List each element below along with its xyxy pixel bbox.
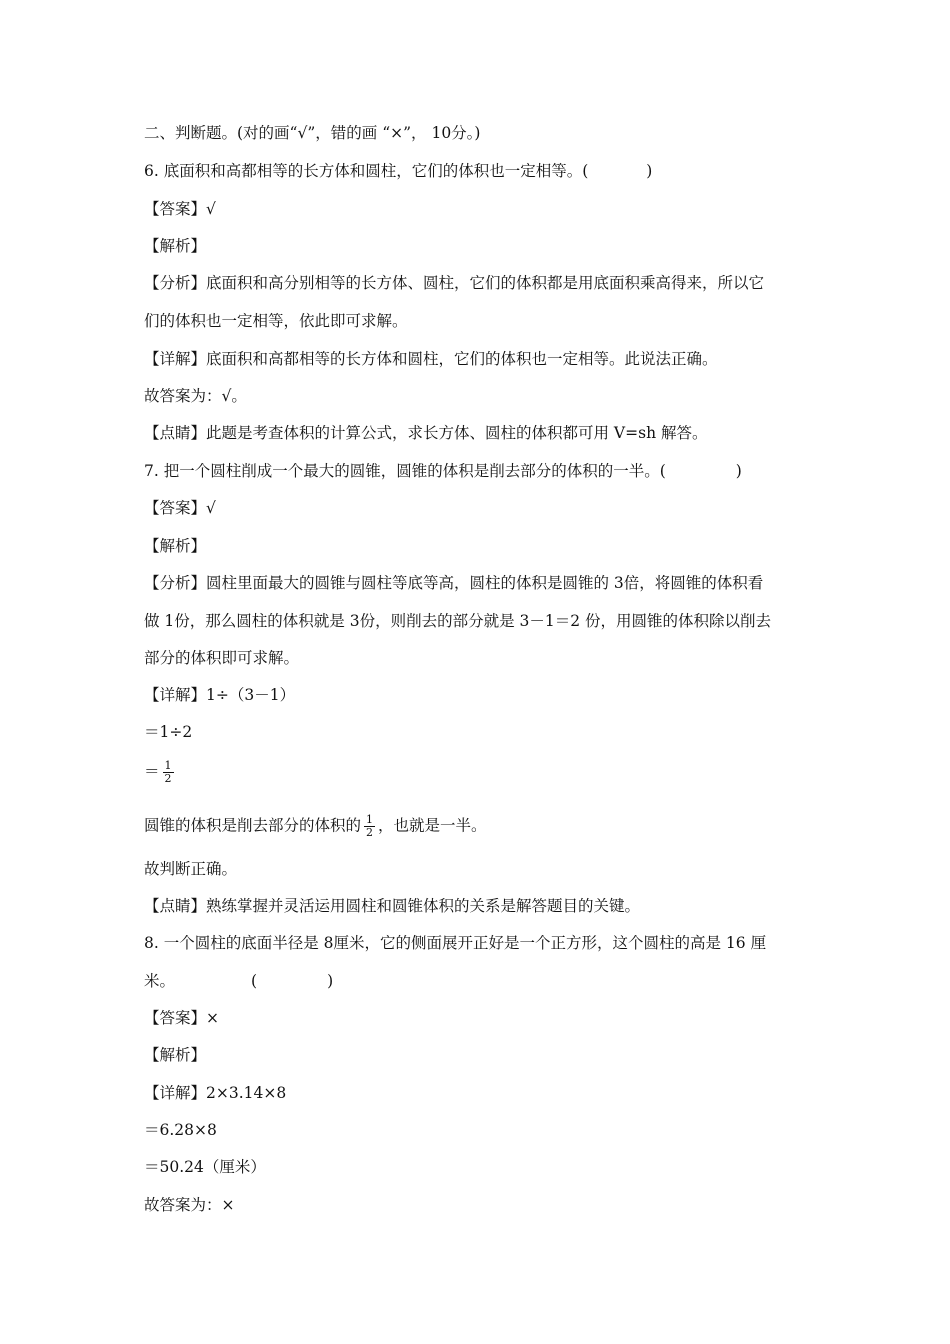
q6-answer: 【答案】√ [144, 200, 216, 218]
q7-step-2-prefix: ＝ [144, 762, 160, 781]
q6-dianjing: 【点睛】此题是考查体积的计算公式，求长方体、圆柱的体积都可用 V=sh 解答。 [144, 424, 708, 442]
q7-analysis-label: 【解析】 [144, 537, 207, 555]
q8-step-2: ＝50.24（厘米） [144, 1158, 266, 1176]
question-8-paren-open: ( [251, 972, 258, 990]
q7-explain-suffix: ，也就是一半。 [378, 816, 487, 835]
q8-xiangjie: 【详解】2×3.14×8 [144, 1084, 287, 1102]
q6-conclusion: 故答案为：√。 [144, 387, 247, 405]
q7-step-1: ＝1÷2 [144, 723, 193, 741]
q7-conclusion: 故判断正确。 [144, 860, 238, 878]
fraction [163, 760, 174, 785]
question-7-text: 7. 把一个圆柱削成一个最大的圆锥，圆锥的体积是削去部分的体积的一半。( [144, 462, 666, 480]
fraction-denominator: 2 [164, 772, 172, 785]
q8-answer: 【答案】× [144, 1009, 219, 1027]
q7-fenxi-line-3: 部分的体积即可求解。 [144, 649, 300, 667]
q7-step-2 [144, 760, 824, 785]
q7-explain-prefix: 圆锥的体积是削去部分的体积的 [144, 816, 362, 835]
q8-conclusion: 故答案为：× [144, 1196, 235, 1214]
q8-step-1: ＝6.28×8 [144, 1121, 217, 1139]
q7-fenxi-line-2: 做 1份，那么圆柱的体积就是 3份，则削去的部分就是 3－1＝2 份，用圆锥的体积除以削去 [144, 612, 772, 630]
question-6-text: 6. 底面积和高都相等的长方体和圆柱，它们的体积也一定相等。( [144, 162, 589, 180]
q7-answer: 【答案】√ [144, 499, 216, 517]
question-7-close: ) [735, 462, 742, 480]
q7-fenxi-line-1: 【分析】圆柱里面最大的圆锥与圆柱等底等高，圆柱的体积是圆锥的 3倍，将圆锥的体积看 [144, 574, 764, 592]
fraction [364, 814, 375, 839]
question-7 [144, 460, 824, 482]
question-6-close: ) [646, 162, 653, 180]
fraction-denominator: 2 [366, 826, 374, 839]
q7-xiangjie: 【详解】1÷（3－1） [144, 686, 296, 704]
question-8-line-2-text: 米。 [144, 972, 176, 990]
question-8-paren-close: ) [327, 972, 334, 990]
q6-fenxi-line-1: 【分析】底面积和高分别相等的长方体、圆柱，它们的体积都是用底面积乘高得来，所以它 [144, 274, 765, 292]
section-title: 二、判断题。(对的画“√”，错的画 “×”， 10分。) [144, 124, 481, 142]
q6-fenxi-line-2: 们的体积也一定相等，依此即可求解。 [144, 312, 408, 330]
fraction-numerator: 1 [366, 813, 374, 826]
q7-dianjing: 【点睛】熟练掌握并灵活运用圆柱和圆锥体积的关系是解答题目的关键。 [144, 897, 641, 915]
q6-xiangjie: 【详解】底面积和高都相等的长方体和圆柱，它们的体积也一定相等。此说法正确。 [144, 350, 718, 368]
question-8-line-1: 8. 一个圆柱的底面半径是 8厘米，它的侧面展开正好是一个正方形，这个圆柱的高是 16 厘 [144, 934, 767, 952]
fraction-numerator: 1 [164, 759, 172, 772]
q6-analysis-label: 【解析】 [144, 237, 207, 255]
question-8-line-2 [144, 970, 824, 992]
q7-explanation [144, 814, 824, 839]
q8-analysis-label: 【解析】 [144, 1046, 207, 1064]
question-6 [144, 160, 824, 182]
